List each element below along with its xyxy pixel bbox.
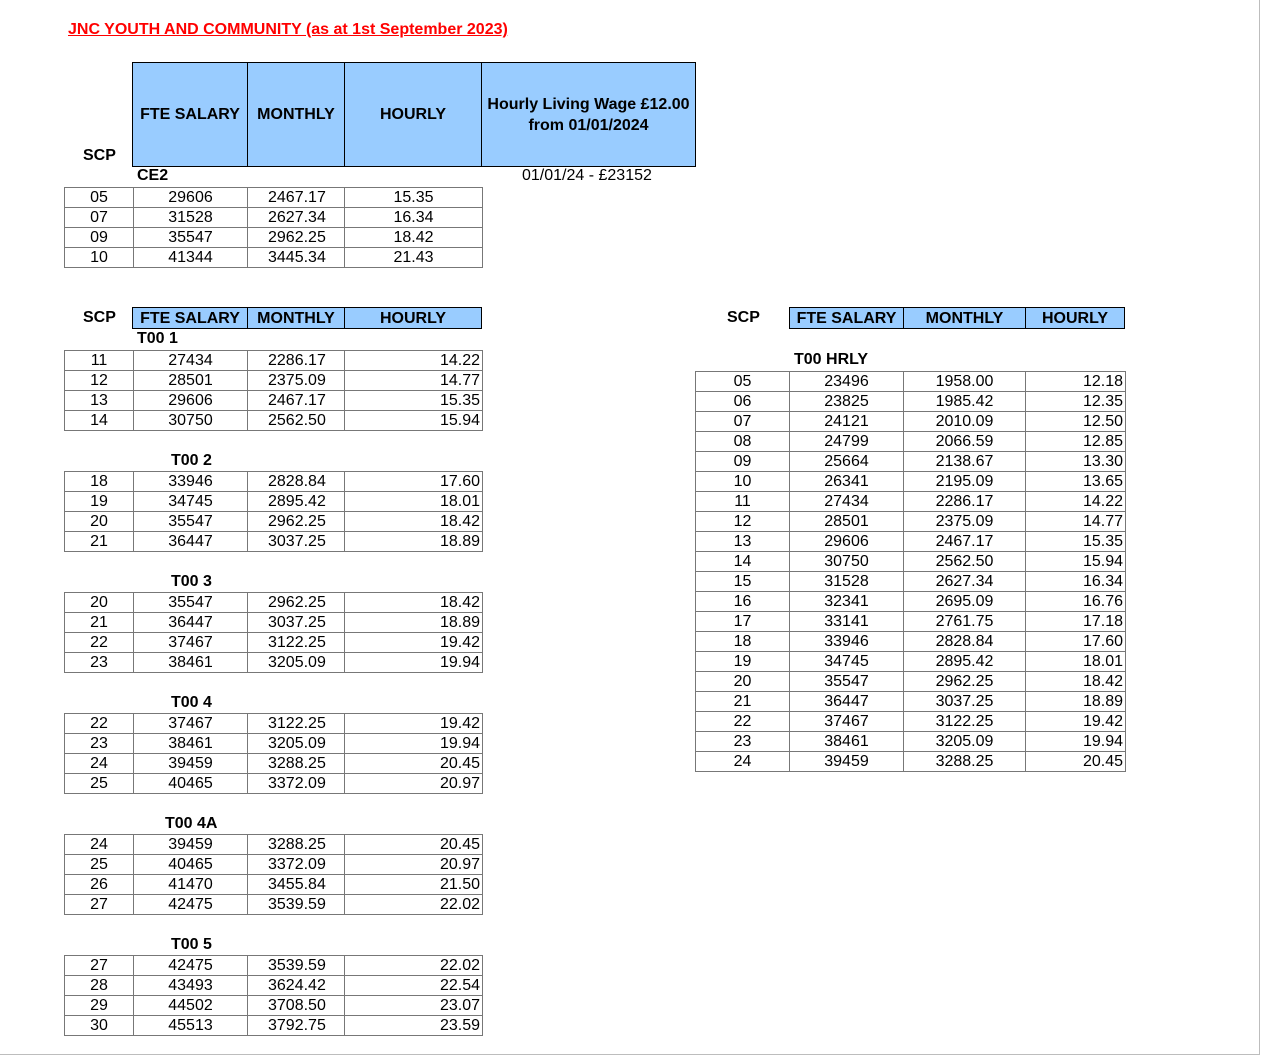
hourly-cell: 15.94 [345,411,483,431]
fte-salary-cell: 24121 [790,412,904,432]
fte-salary-cell: 27434 [134,351,248,371]
table-row [65,532,483,552]
left-header-scp: SCP [83,309,116,326]
scp-cell: 11 [65,351,134,371]
scp-cell: 12 [696,512,790,532]
right-header-fte-salary: FTE SALARY [789,307,904,329]
group-table-t00-5 [64,955,483,1036]
group-table-t00-3 [64,592,483,673]
scp-cell: 29 [65,996,134,1016]
hourly-cell: 22.02 [345,956,483,976]
fte-salary-cell: 44502 [134,996,248,1016]
hourly-cell: 19.94 [1026,732,1126,752]
hourly-cell: 16.34 [345,208,483,228]
scp-cell: 25 [65,774,134,794]
fte-salary-cell: 42475 [134,956,248,976]
hourly-cell: 19.42 [345,633,483,653]
table-row [696,712,1126,732]
monthly-cell: 2375.09 [248,371,345,391]
fte-salary-cell: 24799 [790,432,904,452]
scp-cell: 13 [696,532,790,552]
fte-salary-cell: 45513 [134,1016,248,1036]
scp-cell: 20 [65,512,134,532]
hourly-cell: 19.94 [345,734,483,754]
monthly-cell: 3372.09 [248,774,345,794]
fte-salary-cell: 41344 [134,248,248,268]
hourly-cell: 20.45 [1026,752,1126,772]
fte-salary-cell: 32341 [790,592,904,612]
table-row [696,552,1126,572]
table-row [65,714,483,734]
group-label-t00-4a: T00 4A [165,815,218,832]
fte-salary-cell: 35547 [134,512,248,532]
monthly-cell: 3037.25 [904,692,1026,712]
monthly-cell: 3539.59 [248,895,345,915]
table-row [65,855,483,875]
hourly-cell: 14.77 [1026,512,1126,532]
monthly-cell: 2195.09 [904,472,1026,492]
left-header-hourly: HOURLY [344,307,482,329]
group-label-t00-2: T00 2 [171,452,212,469]
monthly-cell: 3122.25 [248,633,345,653]
fte-salary-cell: 27434 [790,492,904,512]
table-row [696,432,1126,452]
group-table-t00-1 [64,350,483,431]
monthly-cell: 2467.17 [248,391,345,411]
monthly-cell: 3037.25 [248,532,345,552]
monthly-cell: 3455.84 [248,875,345,895]
table-row [696,412,1126,432]
table-row [65,875,483,895]
fte-salary-cell: 26341 [790,472,904,492]
table-row [65,835,483,855]
fte-salary-cell: 37467 [134,714,248,734]
monthly-cell: 3288.25 [248,754,345,774]
scp-cell: 10 [696,472,790,492]
scp-cell: 09 [65,228,134,248]
hourly-cell: 18.42 [345,512,483,532]
hourly-cell: 18.89 [345,613,483,633]
monthly-cell: 2828.84 [904,632,1026,652]
hourly-cell: 16.34 [1026,572,1126,592]
monthly-cell: 2375.09 [904,512,1026,532]
table-row [65,593,483,613]
table-row [65,734,483,754]
table-row [65,976,483,996]
monthly-cell: 1958.00 [904,372,1026,392]
monthly-cell: 3288.25 [904,752,1026,772]
hourly-cell: 19.42 [1026,712,1126,732]
scp-cell: 13 [65,391,134,411]
fte-salary-cell: 23496 [790,372,904,392]
living-wage-line1: Hourly Living Wage £12.00 [487,95,690,113]
fte-salary-cell: 31528 [790,572,904,592]
hourly-cell: 12.35 [1026,392,1126,412]
scp-cell: 22 [696,712,790,732]
fte-salary-cell: 28501 [790,512,904,532]
monthly-cell: 2010.09 [904,412,1026,432]
scp-cell: 05 [696,372,790,392]
hourly-cell: 12.18 [1026,372,1126,392]
scp-cell: 20 [65,593,134,613]
table-row [65,754,483,774]
group-label-t00-1: T00 1 [137,330,178,347]
table-row [65,371,483,391]
hourly-cell: 17.60 [345,472,483,492]
monthly-cell: 2962.25 [248,593,345,613]
right-header-monthly: MONTHLY [903,307,1026,329]
table-row [65,895,483,915]
monthly-cell: 2286.17 [904,492,1026,512]
scp-cell: 07 [696,412,790,432]
fte-salary-cell: 35547 [134,593,248,613]
hrly-table [695,371,1126,772]
top-header-fte-salary: FTE SALARY [132,62,248,167]
hourly-cell: 22.02 [345,895,483,915]
hourly-cell: 23.59 [345,1016,483,1036]
hourly-cell: 18.89 [345,532,483,552]
fte-salary-cell: 36447 [134,613,248,633]
hourly-cell: 19.42 [345,714,483,734]
scp-cell: 21 [696,692,790,712]
ce2-table [64,187,483,268]
table-row [65,411,483,431]
hourly-cell: 15.35 [345,188,483,208]
fte-salary-cell: 25664 [790,452,904,472]
monthly-cell: 3122.25 [904,712,1026,732]
fte-salary-cell: 37467 [790,712,904,732]
scp-cell: 18 [696,632,790,652]
table-row [696,672,1126,692]
fte-salary-cell: 38461 [790,732,904,752]
hourly-cell: 15.94 [1026,552,1126,572]
scp-cell: 24 [65,835,134,855]
fte-salary-cell: 37467 [134,633,248,653]
hourly-cell: 20.45 [345,835,483,855]
top-header-hourly: HOURLY [344,62,482,167]
hourly-cell: 18.42 [345,228,483,248]
scp-cell: 27 [65,895,134,915]
fte-salary-cell: 43493 [134,976,248,996]
monthly-cell: 3372.09 [248,855,345,875]
fte-salary-cell: 30750 [790,552,904,572]
table-row [65,351,483,371]
group-table-t00-4a [64,834,483,915]
group-label-t00-3: T00 3 [171,573,212,590]
hourly-cell: 18.42 [345,593,483,613]
scp-cell: 19 [65,492,134,512]
monthly-cell: 3624.42 [248,976,345,996]
table-row [65,228,483,248]
top-header-monthly: MONTHLY [247,62,345,167]
hourly-cell: 17.60 [1026,632,1126,652]
table-row [65,188,483,208]
fte-salary-cell: 29606 [790,532,904,552]
hourly-cell: 22.54 [345,976,483,996]
table-row [696,392,1126,412]
top-header-scp: SCP [83,147,116,164]
fte-salary-cell: 36447 [790,692,904,712]
scp-cell: 20 [696,672,790,692]
monthly-cell: 2562.50 [904,552,1026,572]
table-row [65,774,483,794]
ce2-label: CE2 [137,167,169,184]
table-row [696,532,1126,552]
monthly-cell: 3708.50 [248,996,345,1016]
scp-cell: 06 [696,392,790,412]
hourly-cell: 14.22 [345,351,483,371]
fte-salary-cell: 40465 [134,855,248,875]
scp-cell: 23 [696,732,790,752]
living-wage-note: 01/01/24 - £23152 [522,167,652,184]
living-wage-line2: from 01/01/2024 [528,116,649,134]
scp-cell: 22 [65,714,134,734]
monthly-cell: 3037.25 [248,613,345,633]
monthly-cell: 2761.75 [904,612,1026,632]
monthly-cell: 3792.75 [248,1016,345,1036]
fte-salary-cell: 42475 [134,895,248,915]
monthly-cell: 2962.25 [248,228,345,248]
scp-cell: 26 [65,875,134,895]
monthly-cell: 2467.17 [248,188,345,208]
page-title: JNC YOUTH AND COMMUNITY (as at 1st September 2023) [68,21,508,38]
group-label-t00-4: T00 4 [171,694,212,711]
hourly-cell: 18.01 [1026,652,1126,672]
fte-salary-cell: 39459 [134,754,248,774]
fte-salary-cell: 38461 [134,653,248,673]
scp-cell: 11 [696,492,790,512]
fte-salary-cell: 29606 [134,188,248,208]
hourly-cell: 20.45 [345,754,483,774]
monthly-cell: 2286.17 [248,351,345,371]
scp-cell: 14 [65,411,134,431]
scp-cell: 21 [65,613,134,633]
left-header-fte-salary: FTE SALARY [132,307,248,329]
group-table-t00-4 [64,713,483,794]
monthly-cell: 3122.25 [248,714,345,734]
hrly-label: T00 HRLY [794,351,869,368]
hourly-cell: 19.94 [345,653,483,673]
table-row [696,592,1126,612]
hourly-cell: 17.18 [1026,612,1126,632]
fte-salary-cell: 39459 [134,835,248,855]
fte-salary-cell: 31528 [134,208,248,228]
table-row [696,492,1126,512]
table-row [696,652,1126,672]
hourly-cell: 23.07 [345,996,483,1016]
monthly-cell: 2562.50 [248,411,345,431]
hourly-cell: 20.97 [345,855,483,875]
table-row [65,492,483,512]
monthly-cell: 2066.59 [904,432,1026,452]
scp-cell: 25 [65,855,134,875]
monthly-cell: 3205.09 [904,732,1026,752]
scp-cell: 18 [65,472,134,492]
table-row [65,1016,483,1036]
scp-cell: 09 [696,452,790,472]
monthly-cell: 3205.09 [248,653,345,673]
table-row [696,372,1126,392]
table-row [696,732,1126,752]
table-row [65,956,483,976]
table-row [696,692,1126,712]
monthly-cell: 2138.67 [904,452,1026,472]
scp-cell: 05 [65,188,134,208]
table-row [696,612,1126,632]
scp-cell: 16 [696,592,790,612]
scp-cell: 21 [65,532,134,552]
hourly-cell: 13.65 [1026,472,1126,492]
table-row [65,996,483,1016]
hourly-cell: 15.35 [345,391,483,411]
table-row [65,613,483,633]
hourly-cell: 12.50 [1026,412,1126,432]
hourly-cell: 20.97 [345,774,483,794]
scp-cell: 24 [696,752,790,772]
table-row [65,653,483,673]
fte-salary-cell: 34745 [134,492,248,512]
hourly-cell: 14.22 [1026,492,1126,512]
hourly-cell: 18.01 [345,492,483,512]
fte-salary-cell: 33946 [790,632,904,652]
fte-salary-cell: 33946 [134,472,248,492]
fte-salary-cell: 33141 [790,612,904,632]
hourly-cell: 13.30 [1026,452,1126,472]
table-row [65,248,483,268]
scp-cell: 17 [696,612,790,632]
monthly-cell: 2895.42 [904,652,1026,672]
table-row [696,572,1126,592]
top-header-living-wage [481,62,696,167]
scp-cell: 12 [65,371,134,391]
table-row [696,632,1126,652]
monthly-cell: 2828.84 [248,472,345,492]
hourly-cell: 15.35 [1026,532,1126,552]
scp-cell: 22 [65,633,134,653]
group-table-t00-2 [64,471,483,552]
fte-salary-cell: 35547 [790,672,904,692]
monthly-cell: 2467.17 [904,532,1026,552]
monthly-cell: 2627.34 [248,208,345,228]
hourly-cell: 21.43 [345,248,483,268]
table-row [696,512,1126,532]
table-row [696,452,1126,472]
table-row [696,752,1126,772]
fte-salary-cell: 41470 [134,875,248,895]
monthly-cell: 2962.25 [904,672,1026,692]
scp-cell: 23 [65,734,134,754]
scp-cell: 30 [65,1016,134,1036]
monthly-cell: 1985.42 [904,392,1026,412]
right-header-scp: SCP [727,309,760,326]
fte-salary-cell: 30750 [134,411,248,431]
fte-salary-cell: 29606 [134,391,248,411]
table-row [65,472,483,492]
scp-cell: 23 [65,653,134,673]
scp-cell: 27 [65,956,134,976]
right-header-hourly: HOURLY [1025,307,1125,329]
monthly-cell: 2962.25 [248,512,345,532]
hourly-cell: 14.77 [345,371,483,391]
hourly-cell: 21.50 [345,875,483,895]
scp-cell: 08 [696,432,790,452]
scp-cell: 24 [65,754,134,774]
fte-salary-cell: 38461 [134,734,248,754]
hourly-cell: 12.85 [1026,432,1126,452]
monthly-cell: 2895.42 [248,492,345,512]
fte-salary-cell: 39459 [790,752,904,772]
scp-cell: 14 [696,552,790,572]
monthly-cell: 2695.09 [904,592,1026,612]
hourly-cell: 18.42 [1026,672,1126,692]
scp-cell: 10 [65,248,134,268]
fte-salary-cell: 40465 [134,774,248,794]
scp-cell: 19 [696,652,790,672]
table-row [65,512,483,532]
table-row [65,633,483,653]
monthly-cell: 3288.25 [248,835,345,855]
scp-cell: 15 [696,572,790,592]
scp-cell: 28 [65,976,134,996]
hourly-cell: 16.76 [1026,592,1126,612]
hourly-cell: 18.89 [1026,692,1126,712]
fte-salary-cell: 36447 [134,532,248,552]
scp-cell: 07 [65,208,134,228]
group-label-t00-5: T00 5 [171,936,212,953]
fte-salary-cell: 35547 [134,228,248,248]
fte-salary-cell: 34745 [790,652,904,672]
monthly-cell: 3205.09 [248,734,345,754]
table-row [65,391,483,411]
table-row [696,472,1126,492]
monthly-cell: 3445.34 [248,248,345,268]
fte-salary-cell: 28501 [134,371,248,391]
fte-salary-cell: 23825 [790,392,904,412]
monthly-cell: 3539.59 [248,956,345,976]
table-row [65,208,483,228]
left-header-monthly: MONTHLY [247,307,345,329]
monthly-cell: 2627.34 [904,572,1026,592]
